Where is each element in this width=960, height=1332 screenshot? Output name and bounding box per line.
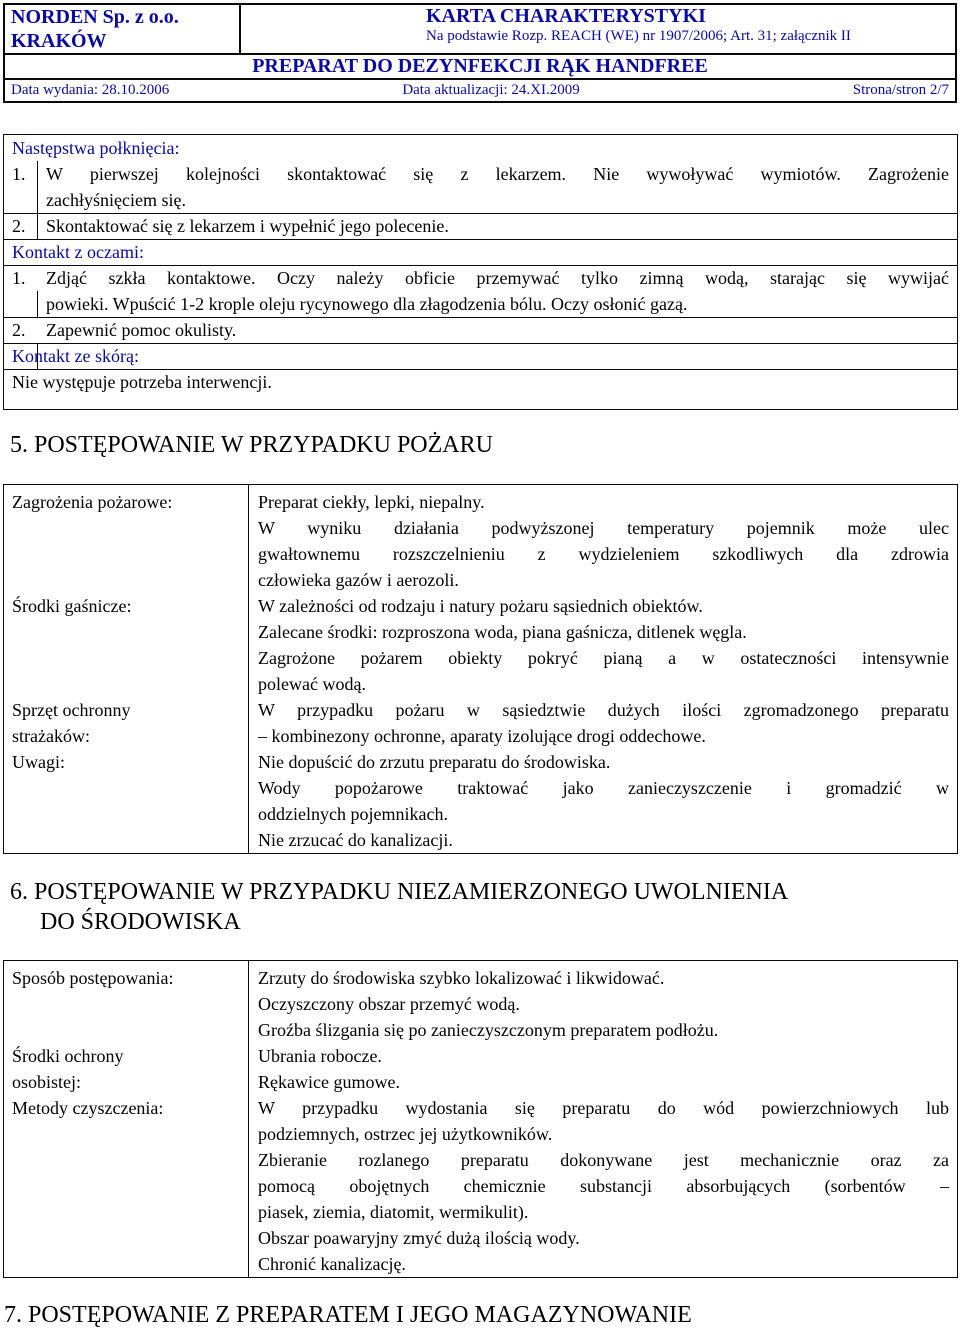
eyes-instruction-2: Zapewnić pomoc okulisty.: [46, 320, 237, 340]
notes-line: Wody popożarowe traktować jako zanieczyszczenie i gromadzić w: [258, 778, 949, 798]
legal-basis: Na podstawie Rozp. REACH (WE) nr 1907/2006; Art. 31; załącznik II: [426, 28, 851, 44]
release-table: [3, 960, 958, 1278]
ppe-label: Środki ochrony: [12, 1046, 124, 1066]
extinguishing-line: Zalecane środki: rozproszona woda, piana gaśnicza, ditlenek węgla.: [258, 622, 747, 642]
company-cell: [4, 4, 240, 54]
skin-text: Nie występuje potrzeba interwencji.: [12, 372, 272, 392]
eyes-instruction-1: Zdjąć szkła kontaktowe. Oczy należy obficie przemywać tylko zimną wodą, starając się wywijać: [46, 268, 949, 288]
notes-line: Nie zrzucać do kanalizacji.: [258, 830, 453, 850]
ppe-line: Rękawice gumowe.: [258, 1072, 400, 1092]
issue-date: Data wydania: 28.10.2006: [11, 82, 170, 98]
eyes-instruction-1-cont: powieki. Wpuścić 1-2 krople oleju rycynowego dla złagodzenia bólu. Oczy osłonić gazą.: [46, 294, 688, 314]
eyes-heading: Kontakt z oczami:: [12, 242, 144, 262]
equipment-line: W przypadku pożaru w sąsiedztwie dużych ilości zgromadzonego preparatu: [258, 700, 949, 720]
procedure-line: Zrzuty do środowiska szybko lokalizować i likwidować.: [258, 968, 665, 988]
page-number: Strona/stron 2/7: [852, 82, 949, 98]
cleaning-line: Obszar poawaryjny zmyć dużą ilością wody.: [258, 1228, 580, 1248]
swallow-heading: Następstwa połknięcia:: [12, 138, 180, 158]
notes-label: Uwagi:: [12, 752, 65, 772]
equipment-label-cont: strażaków:: [12, 726, 90, 746]
fire-hazards-line: Preparat ciekły, lepki, niepalny.: [258, 492, 485, 512]
fire-table: [3, 484, 958, 854]
extinguishing-label: Środki gaśnicze:: [12, 596, 132, 616]
company-name: NORDEN Sp. z o.o.: [11, 6, 179, 28]
cleaning-label: Metody czyszczenia:: [12, 1098, 164, 1118]
extinguishing-line: polewać wodą.: [258, 674, 366, 694]
list-number: 2.: [12, 320, 26, 340]
fire-hazards-label: Zagrożenia pożarowe:: [12, 492, 173, 512]
procedure-line: Oczyszczony obszar przemyć wodą.: [258, 994, 520, 1014]
cleaning-line: podziemnych, ostrzec jej użytkowników.: [258, 1124, 553, 1144]
section-6-title: 6. POSTĘPOWANIE W PRZYPADKU NIEZAMIERZONEGO UWOLNIENIA: [10, 879, 789, 905]
list-number: 2.: [12, 216, 26, 236]
cleaning-line: pomocą obojętnych chemicznie substancji absorbujących (sorbentów –: [258, 1176, 949, 1196]
card-title: KARTA CHARAKTERYSTYKI: [426, 5, 706, 27]
swallow-instruction-2: Skontaktować się z lekarzem i wypełnić jego polecenie.: [46, 216, 449, 236]
product-name: PREPARAT DO DEZYNFEKCJI RĄK HANDFREE: [252, 55, 708, 77]
notes-line: Nie dopuścić do zrzutu preparatu do środowiska.: [258, 752, 611, 772]
dates-cell: [4, 79, 956, 102]
equipment-line: – kombinezony ochronne, aparaty izolujące drogi oddechowe.: [258, 726, 706, 746]
cleaning-line: Zbieranie rozlanego preparatu dokonywane jest mechanicznie oraz za: [258, 1150, 949, 1170]
section-7-title: 7. POSTĘPOWANIE Z PREPARATEM I JEGO MAGAZYNOWANIE: [4, 1302, 692, 1328]
update-date: Data aktualizacji: 24.XI.2009: [402, 82, 580, 98]
procedure-line: Groźba ślizgania się po zanieczyszczonym preparatem podłożu.: [258, 1020, 719, 1040]
extinguishing-line: W zależności od rodzaju i natury pożaru sąsiednich obiektów.: [258, 596, 703, 616]
ppe-line: Ubrania robocze.: [258, 1046, 382, 1066]
document-header: [3, 3, 957, 103]
ppe-label-cont: osobistej:: [12, 1072, 82, 1092]
cleaning-line: piasek, ziemia, diatomit, wermikulit).: [258, 1202, 529, 1222]
notes-line: oddzielnych pojemnikach.: [258, 804, 448, 824]
card-cell: [240, 4, 956, 54]
extinguishing-line: Zagrożone pożarem obiekty pokryć pianą a w ostateczności intensywnie: [258, 648, 949, 668]
list-number: 1.: [12, 268, 26, 288]
cleaning-line: W przypadku wydostania się preparatu do wód powierzchniowych lub: [258, 1098, 949, 1118]
swallow-instruction-1-cont: zachłyśnięciem się.: [46, 190, 186, 210]
fire-hazards-line: gwałtownemu rozszczelnieniu z wydzieleniem szkodliwych dla zdrowia: [258, 544, 949, 564]
section-5-title: 5. POSTĘPOWANIE W PRZYPADKU POŻARU: [10, 432, 493, 458]
company-city: KRAKÓW: [11, 30, 107, 52]
section-6-title-cont: DO ŚRODOWISKA: [40, 909, 241, 935]
first-aid-box: [3, 134, 958, 410]
fire-hazards-line: człowieka gazów i aerozoli.: [258, 570, 459, 590]
equipment-label: Sprzęt ochronny: [12, 700, 131, 720]
list-number: 1.: [12, 164, 26, 184]
cleaning-line: Chronić kanalizację.: [258, 1254, 406, 1274]
product-cell: [4, 54, 956, 79]
procedure-label: Sposób postępowania:: [12, 968, 174, 988]
swallow-instruction-1: W pierwszej kolejności skontaktować się z lekarzem. Nie wywoływać wymiotów. Zagrożenie: [46, 164, 949, 184]
fire-hazards-line: W wyniku działania podwyższonej temperatury pojemnik może ulec: [258, 518, 949, 538]
skin-heading: Kontakt ze skórą:: [12, 346, 139, 366]
